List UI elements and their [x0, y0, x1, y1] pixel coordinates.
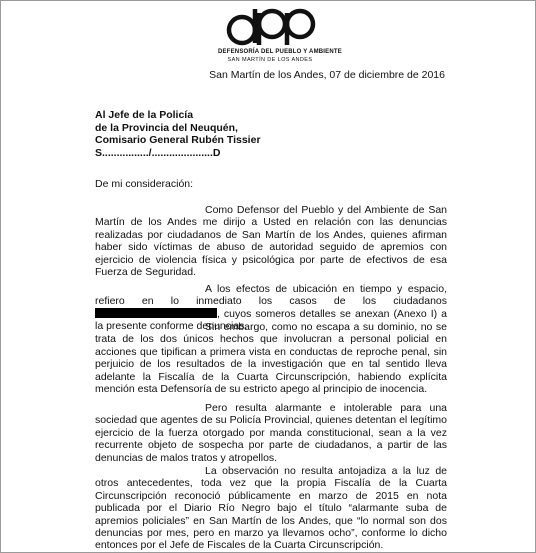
addressee-line-2: de la Provincia del Neuquén,: [95, 121, 238, 134]
paragraph-2-first-line: A los efectos de ubicación en tiempo y espacio, refiero: [95, 283, 447, 308]
paragraph-4-text: que agentes de su Policía Provincial, quienes detentan el legítimo ejercicio de la fuerza otorgado por manda constitucional, sean a la vez recurrente objeto de sospecha por parte de ciudadanos, a partir de las denuncias de malos tratos y atropellos.: [95, 414, 447, 464]
dpp-logo-mark-icon: [220, 7, 320, 47]
paragraph-3-text: trata de los dos únicos hechos que involucran a personal policial en acciones que tipifican a primera vista en conductas de reproche penal, sin perjuicio de los resultados de la investigación que en tal sentido lleva adelante la Fiscalía de la Cuarta Circunscripción, habiendo explícita mención esta Defensoría de su estricto apego al principio de inocencia.: [95, 333, 447, 396]
paragraph-2-text-b: , cuyos someros detalles se anexan (Anexo I) a la presente conforme denuncias.: [95, 307, 447, 333]
paragraph-5-first-line: La observación no resulta antojadiza a la luz de otros: [95, 465, 447, 490]
addressee-line-3: Comisario General Rubén Tissier: [95, 134, 261, 146]
greeting: De mi consideración:: [95, 178, 194, 190]
logo-subtitle: SAN MARTÍN DE LOS ANDES: [227, 57, 313, 63]
addressee-line-4: S................/.....................D: [95, 146, 221, 159]
paragraph-4: [95, 402, 447, 464]
paragraph-4-first-line: Pero resulta alarmante e intolerable para una sociedad: [95, 402, 447, 427]
logo: [218, 7, 342, 63]
logo-title: DEFENSORÍA DEL PUEBLO Y AMBIENTE: [218, 49, 342, 55]
letter-date: San Martín de los Andes, 07 de diciembre de 2016: [209, 69, 445, 81]
addressee-block: [95, 109, 261, 159]
addressee-line-1: Al Jefe de la Policía: [95, 109, 194, 121]
paragraph-5: [95, 465, 447, 552]
paragraph-2-text-a: en lo inmediato los casos de los ciudadanos: [141, 295, 447, 308]
paragraph-1-text: Martín de los Andes me dirijo a Usted en relación con las denuncias realizadas por ciudadanos de San Martín de los Andes, quienes afirman haber sido víctimas de abuso de autoridad seguido de apremios con ejercicio de violencia física y psicológica por parte de efectivos de esa Fuerza de Seguridad.: [95, 216, 447, 279]
redacted-names: [95, 308, 217, 318]
paragraph-1-first-line: Como Defensor del Pueblo y del Ambiente de San: [205, 204, 447, 216]
paragraph-1: [95, 204, 447, 278]
paragraph-5-text: antecedentes, toda vez que la propia Fiscalía de la Cuarta Circunscripción reconoció públicamente en marzo de 2015 en nota publicada por el Diario Río Negro bajo el título “alarmante suba de apremios policiales” en San Martín de los Andes, que “lo normal son dos denuncias por mes, pero en marzo ya llevamos ocho”, conforme lo dicho entonces por el Jefe de Fiscales de la Cuarta Circunscripción.: [95, 477, 448, 552]
paragraph-3-first-line: Sin embargo, como no escapa a su dominio, no se: [205, 321, 447, 333]
paragraph-3: [95, 321, 447, 395]
